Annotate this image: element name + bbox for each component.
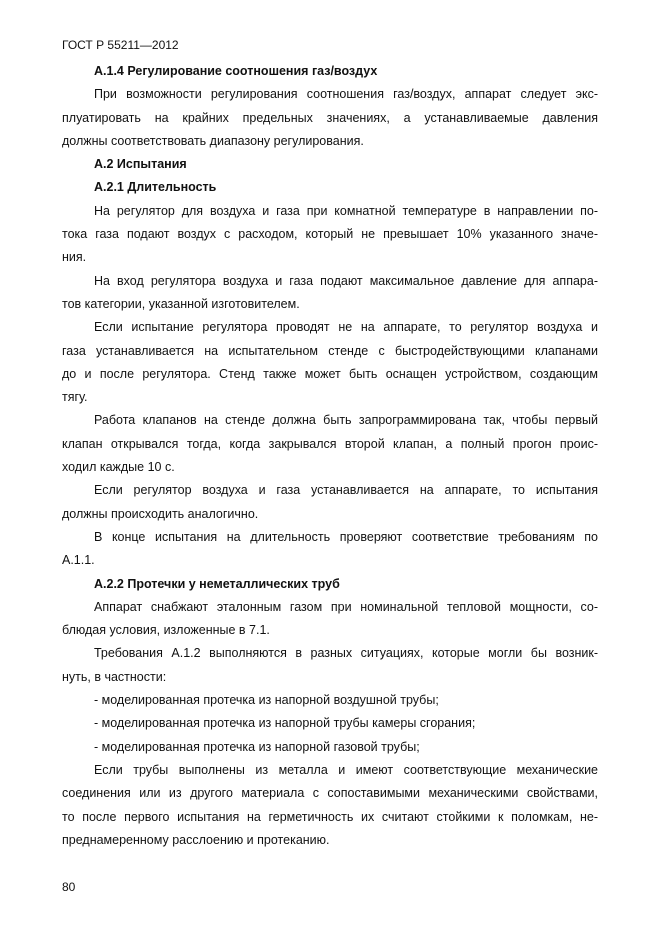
page-number: 80 — [62, 880, 76, 894]
text-line: то после первого испытания на герметичность их считают стойкими к поломкам, не- — [62, 809, 598, 824]
text-line: Работа клапанов на стенде должна быть запрограммирована так, чтобы первый — [94, 413, 598, 428]
text-line: блюдая условия, изложенные в 7.1. — [62, 623, 270, 638]
text-line: соединения или из другого материала с сопоставимыми механическими свойствами, — [62, 786, 598, 801]
text-line: Требования А.1.2 выполняются в разных ситуациях, которые могли бы возник- — [94, 646, 598, 661]
text-line: тягу. — [62, 390, 88, 405]
document-code: ГОСТ Р 55211—2012 — [62, 38, 179, 52]
text-line: Если испытание регулятора проводят не на аппарате, то регулятор воздуха и — [94, 320, 598, 335]
text-line: - моделированная протечка из напорной газовой трубы; — [94, 739, 420, 754]
text-line: При возможности регулирования соотношения газ/воздух, аппарат следует экс- — [94, 87, 598, 102]
text-line: преднамеренному расслоению и протеканию. — [62, 832, 330, 847]
text-line: нуть, в частности: — [62, 669, 167, 684]
text-line: В конце испытания на длительность проверяют соответствие требованиям по — [94, 529, 598, 544]
text-line: - моделированная протечка из напорной воздушной трубы; — [94, 693, 439, 708]
text-line: Если трубы выполнены из металла и имеют соответствующие механические — [94, 762, 598, 777]
text-line: должны соответствовать диапазону регулирования. — [62, 133, 364, 148]
text-line: газа устанавливается на испытательном стенде с быстродействующими клапанами — [62, 343, 598, 358]
text-line: клапан открывался тогда, когда закрывался второй клапан, а полный прогон проис- — [62, 436, 598, 451]
text-line: до и после регулятора. Стенд также может быть оснащен устройством, создающим — [62, 366, 598, 381]
section-heading: А.1.4 Регулирование соотношения газ/воздух — [94, 64, 378, 78]
section-heading: А.2.1 Длительность — [94, 180, 217, 195]
text-line: На вход регулятора воздуха и газа подают максимальное давление для аппара- — [94, 273, 598, 288]
text-line: ходил каждые 10 с. — [62, 460, 175, 475]
text-line: ния. — [62, 250, 87, 265]
text-line: тока газа подают воздух с расходом, который не превышает 10% указанного значе- — [62, 227, 598, 242]
text-line: Если регулятор воздуха и газа устанавливается на аппарате, то испытания — [94, 483, 598, 498]
text-line: На регулятор для воздуха и газа при комнатной температуре в направлении по- — [94, 203, 598, 218]
text-line: тов категории, указанной изготовителем. — [62, 296, 300, 311]
section-heading: А.2.2 Протечки у неметаллических труб — [94, 576, 340, 591]
text-line: А.1.1. — [62, 553, 95, 568]
section-heading: А.2 Испытания — [94, 157, 187, 172]
text-line: должны происходить аналогично. — [62, 506, 259, 521]
text-line: плуатировать на крайних предельных значениях, а устанавливаемые давления — [62, 110, 598, 125]
text-line: - моделированная протечка из напорной трубы камеры сгорания; — [94, 716, 476, 731]
text-line: Аппарат снабжают эталонным газом при номинальной тепловой мощности, со- — [94, 599, 598, 614]
document-body — [62, 60, 598, 852]
